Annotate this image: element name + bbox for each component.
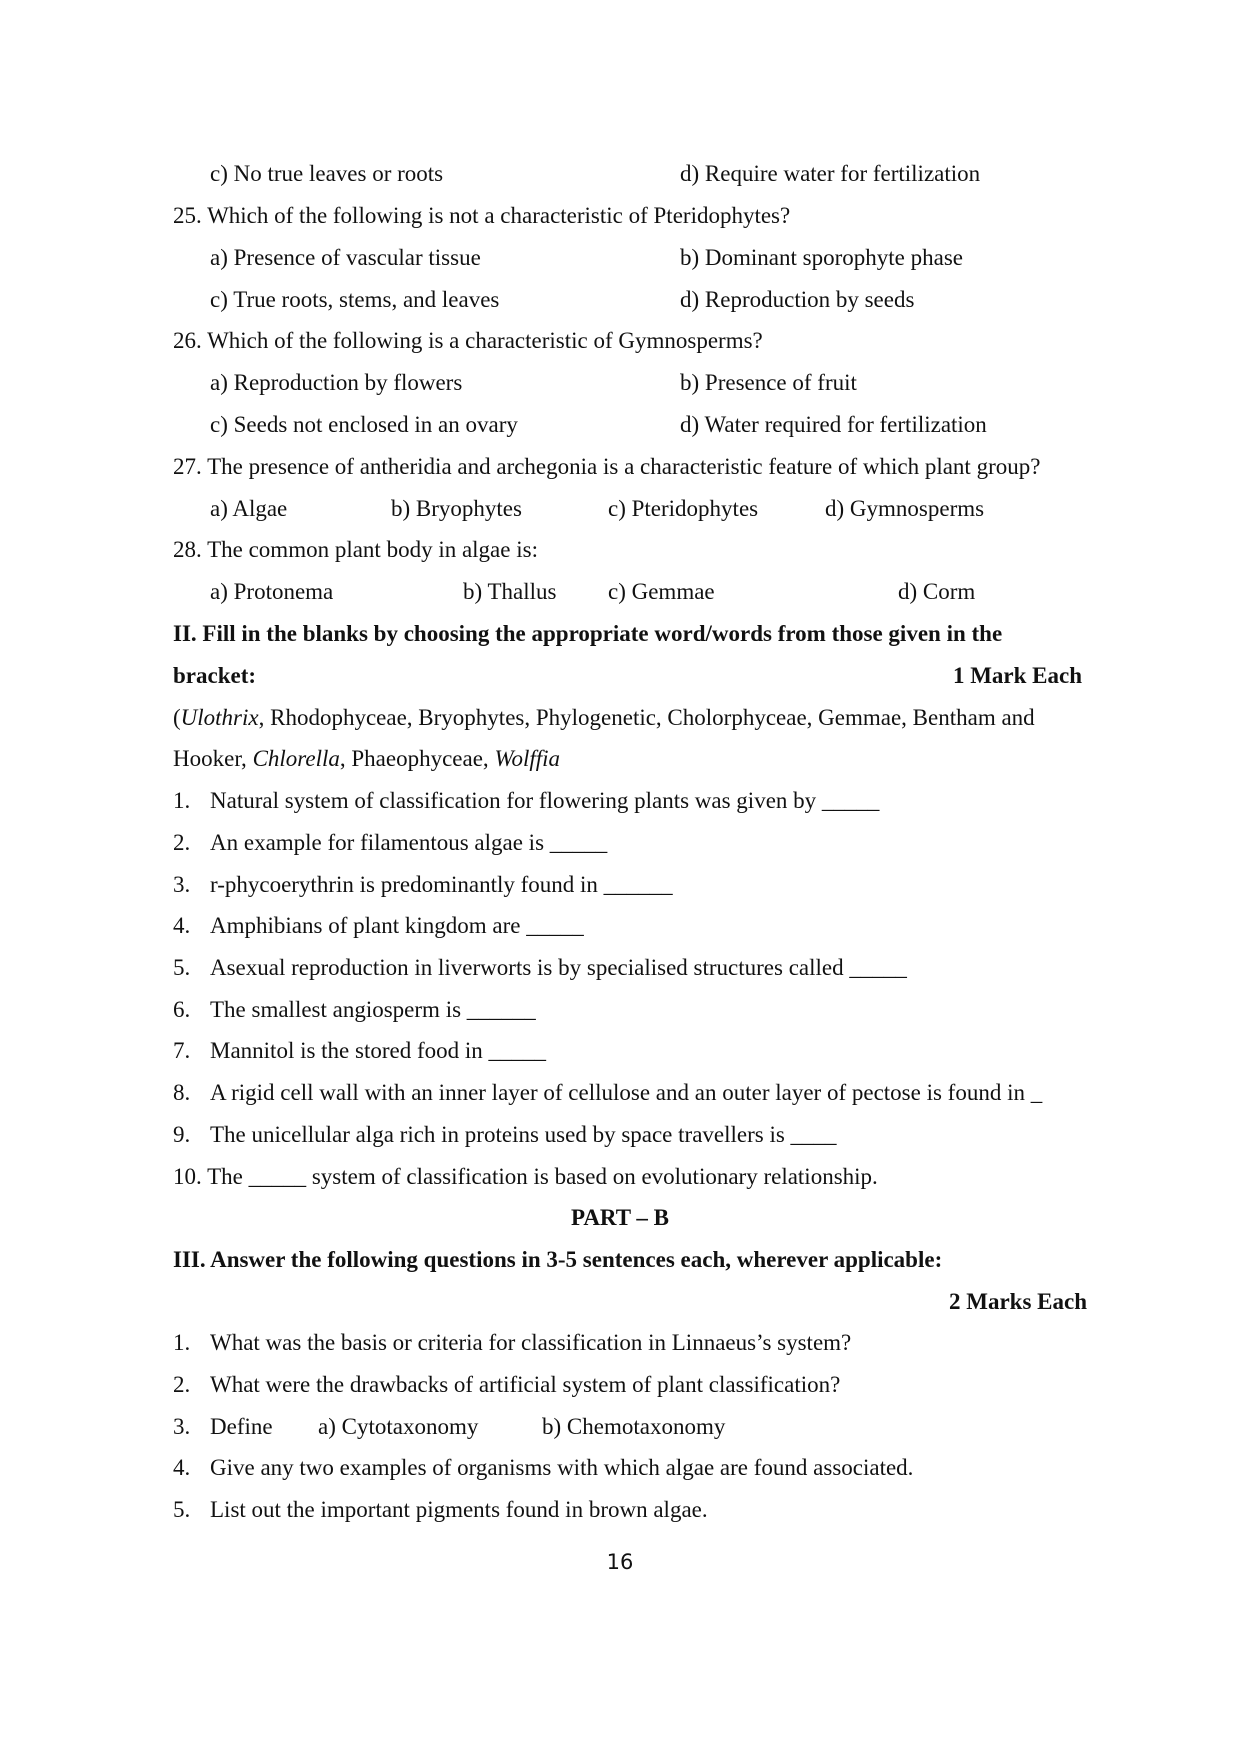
page-number: 16: [606, 1550, 634, 1574]
section-iii-marks: 2 Marks Each: [949, 1289, 1087, 1314]
q25-option-d: d) Reproduction by seeds: [680, 287, 915, 312]
q28-option-a: a) Protonema: [210, 579, 334, 604]
q28-option-b: b) Thallus: [463, 579, 557, 604]
word-bank-line-1: (Ulothrix, Rhodophyceae, Bryophytes, Phylogenetic, Cholorphyceae, Gemmae, Bentham and: [173, 705, 1035, 730]
q-num: 2.: [173, 1372, 191, 1397]
short-answer-question: Give any two examples of organisms with which algae are found associated.: [210, 1455, 914, 1480]
fib-item: Amphibians of plant kingdom are _____: [210, 913, 584, 938]
define-option-a: a) Cytotaxonomy: [318, 1414, 479, 1439]
fib-num: 5.: [173, 955, 191, 980]
q25-option-a: a) Presence of vascular tissue: [210, 245, 481, 270]
fib-num: 7.: [173, 1038, 191, 1063]
fib-item: r-phycoerythrin is predominantly found in ______: [210, 872, 673, 897]
fib-num: 4.: [173, 913, 191, 938]
q27-option-a: a) Algae: [210, 496, 288, 521]
q27-option-d: d) Gymnosperms: [825, 496, 985, 521]
fib-item: Natural system of classification for flowering plants was given by _____: [210, 788, 880, 813]
short-answer-question: What was the basis or criteria for classification in Linnaeus’s system?: [210, 1330, 852, 1355]
short-answer-question: Define: [210, 1414, 273, 1439]
q26-option-a: a) Reproduction by flowers: [210, 370, 463, 395]
part-b-title: PART – B: [570, 1205, 670, 1230]
fib-num: 8.: [173, 1080, 191, 1105]
q26-option-c: c) Seeds not enclosed in an ovary: [210, 412, 518, 437]
q-num: 1.: [173, 1330, 191, 1355]
word-chlorella: Chlorella: [252, 746, 340, 771]
q28-option-d: d) Corm: [898, 579, 976, 604]
section-ii-heading-cont: bracket:: [173, 663, 257, 688]
q26-stem: 26. Which of the following is a characteristic of Gymnosperms?: [173, 328, 763, 353]
section-ii-heading: II. Fill in the blanks by choosing the appropriate word/words from those given in the: [173, 621, 1003, 646]
fib-item: An example for filamentous algae is _____: [210, 830, 608, 855]
q25-stem: 25. Which of the following is not a characteristic of Pteridophytes?: [173, 203, 791, 228]
q-num: 4.: [173, 1455, 191, 1480]
q24-option-d: d) Require water for fertilization: [680, 161, 981, 186]
q25-option-c: c) True roots, stems, and leaves: [210, 287, 500, 312]
section-ii-marks: 1 Mark Each: [952, 663, 1082, 688]
short-answer-question: What were the drawbacks of artificial system of plant classification?: [210, 1372, 841, 1397]
fib-item: The unicellular alga rich in proteins used by space travellers is ____: [210, 1122, 837, 1147]
q24-option-c: c) No true leaves or roots: [210, 161, 444, 186]
q25-option-b: b) Dominant sporophyte phase: [680, 245, 963, 270]
fib-item: Asexual reproduction in liverworts is by specialised structures called _____: [210, 955, 907, 980]
section-iii-heading: III. Answer the following questions in 3-5 sentences each, wherever applicable:: [173, 1247, 943, 1272]
word-wolffia: Wolffia: [494, 746, 561, 771]
fib-item: A rigid cell wall with an inner layer of cellulose and an outer layer of pectose is found in _: [210, 1080, 1043, 1105]
q26-option-d: d) Water required for fertilization: [680, 412, 987, 437]
word-ulothrix: Ulothrix: [180, 705, 259, 730]
fib-num: 3.: [173, 872, 191, 897]
fib-item-10: 10. The _____ system of classification is based on evolutionary relationship.: [173, 1164, 878, 1189]
define-option-b: b) Chemotaxonomy: [542, 1414, 726, 1439]
q27-option-c: c) Pteridophytes: [608, 496, 759, 521]
q-num: 5.: [173, 1497, 191, 1522]
fib-num: 1.: [173, 788, 191, 813]
fib-item: The smallest angiosperm is ______: [210, 997, 536, 1022]
short-answer-question: List out the important pigments found in brown algae.: [210, 1497, 708, 1522]
q28-stem: 28. The common plant body in algae is:: [173, 537, 538, 562]
fib-num: 2.: [173, 830, 191, 855]
q-num: 3.: [173, 1414, 191, 1439]
fib-num: 9.: [173, 1122, 191, 1147]
q27-option-b: b) Bryophytes: [391, 496, 522, 521]
q26-option-b: b) Presence of fruit: [680, 370, 857, 395]
q27-stem: 27. The presence of antheridia and archegonia is a characteristic feature of which plant group?: [173, 454, 1041, 479]
word-bank-line-2: Hooker, Chlorella, Phaeophyceae, Wolffia: [173, 746, 561, 771]
fib-item: Mannitol is the stored food in _____: [210, 1038, 547, 1063]
q28-option-c: c) Gemmae: [608, 579, 715, 604]
fib-num: 6.: [173, 997, 191, 1022]
